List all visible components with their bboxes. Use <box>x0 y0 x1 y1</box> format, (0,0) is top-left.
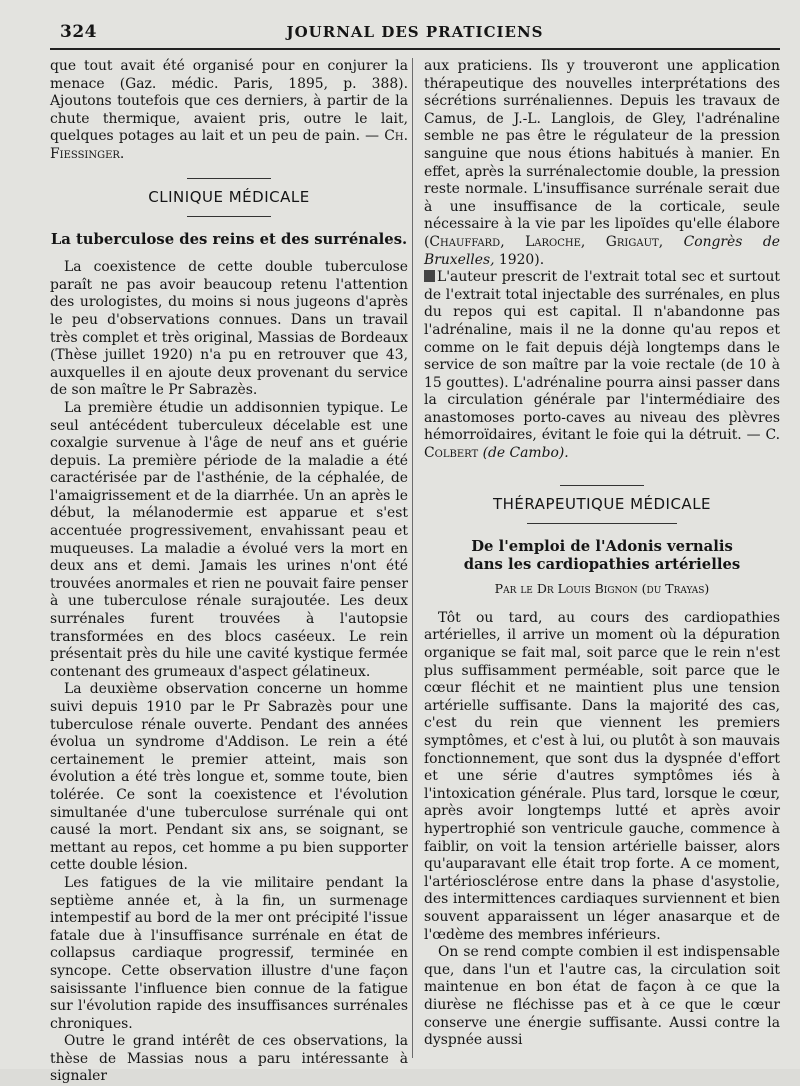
therapeutique-section-header <box>424 485 780 525</box>
citation-authors: Chauffard, Laroche, Grigaut, <box>429 233 664 250</box>
running-title: JOURNAL DES PRATICIENS <box>286 23 544 41</box>
right-paragraph-3: Tôt ou tard, au cours des cardiopathies artérielles, il arrive un moment où la dépuration organique se fait mal, soit parce que le rein n'est plus suffisamment perméable, soit parce que le cœur fléchit et ne maintient plus une tension artérielle suffisante. Dans la majorité des cas, c'est du rein que viennent les premiers symptômes, et c'est à lui, ou plutôt à son mauvais fonctionnement, que sont dus la dyspnée d'effort et une série d'autres symptômes iés à l'intoxication générale. Plus tard, lorsque le cœur, après avoir longtemps lutté et après avoir hypertrophié son ventricule gauche, commence à faiblir, on voit la tension artérielle baisser, alors qu'auparavant elle était trop forte. A ce moment, l'artériosclérose entre dans la phase d'asystolie, des intermittences cardiaques surviennent et bien souvent apparaissent un léger anasarque et de l'œdème des membres inférieurs. <box>424 609 780 943</box>
continued-text: aux praticiens. Ils y trouveront une application thérapeutique des nouvelles interprétations des sécrétions surrénaliennes. Depuis les travaux de Camus, de J.-L. Langlois, de Gley, l'adrénaline semble ne pas être le régulateur de la pression sanguine que nous étions habitués à manier. En effet, après la surrénalectomie double, la pression reste normale. L'insuffisance surrénale serait due à une insuffisance de la corticale, seule nécessaire à la vie par les lipoïdes qu'elle élabore ( <box>424 58 780 250</box>
right-paragraph-2 <box>424 269 780 463</box>
article-byline: Par le Dr Louis Bignon (du Trayas) <box>494 581 710 597</box>
signature-name: C. Colbert <box>424 427 780 462</box>
page-number: 324 <box>60 22 97 42</box>
right-paragraph-2-text: L'auteur prescrit de l'extrait total sec et surtout de l'extrait total injectable des surrénales, en plus du repos qui est capital. Il n'abandonne pas l'adrénaline, mais il ne la donne qu'au repos et comme on le fait depuis déjà longtemps dans le service de son maître par la voie rectale (de 10 à 15 gouttes). L'adrénaline pourra ainsi passer dans la circulation générale par l'intermédiaire des anastomoses porto-caves au niveau des plèvres hémorroïdaires, évitant le foie qui la détruit. — <box>424 269 780 444</box>
page-header <box>50 20 780 44</box>
article-title-adonis-line-1: De l'emploi de l'Adonis vernalis <box>471 538 733 556</box>
right-paragraph-continued <box>424 58 780 269</box>
left-paragraph-4: Les fatigues de la vie militaire pendant la septième année et, à la fin, un surmenage intempestif au bord de la mer ont précipité l'issue fatale due à l'insuffisance surrénale en état de collapsus cardiaque progressif, terminée en syncope. Cette observation illustre d'une façon saisissante l'influence bien connue de la fatigue sur l'évolution rapide des insuffisances surrénales chroniques. <box>50 874 408 1032</box>
paragraph-mark-icon <box>424 270 435 282</box>
article-title-tuberculose: La tuberculose des reins et des surrénales. <box>50 231 408 249</box>
header-rule <box>50 48 780 50</box>
left-paragraph-1: La coexistence de cette double tuberculose paraît ne pas avoir beaucoup retenu l'attention des urologistes, du moins si nous jugeons d'après le peu d'observations connues. Dans un travail très complet et très original, Massias de Bordeaux (Thèse juillet 1920) n'a pu en retrouver que 43, auxquelles il en ajoute deux provenant du service de son maître le Pr Sabrazès. <box>50 259 408 399</box>
left-paragraph-3: La deuxième observation concerne un homme suivi depuis 1910 par le Pr Sabrazès pour une tuberculose rénale ouverte. Pendant des années évolua un syndrome d'Addison. Le rein a été certainement le premier atteint, mais son évolution a été très longue et, somme toute, bien tolérée. Ce sont la coexistence et l'évolution simultanée d'une tuberculose surrénale qui ont causé la mort. Pendant six ans, se soignant, se mettant au repos, cet homme a pu bien supporter cette double lésion. <box>50 681 408 874</box>
article-title-adonis-line-2: dans les cardiopathies artérielles <box>463 556 741 574</box>
left-paragraph-5: Outre le grand intérêt de ces observations, la thèse de Massias nous a paru intéressante à signaler <box>50 1033 408 1085</box>
intro-author: Ch. Fiessinger. <box>50 128 408 162</box>
right-paragraph-4: On se rend compte combien il est indispensable que, dans l'un et l'autre cas, la circulation soit maintenue en bon état de façon à ce que la diurèse ne fléchisse pas et à ce que le cœur conserve une énergie suffisante. Aussi contre la dyspnée aussi <box>424 944 780 1049</box>
right-column <box>424 58 780 1050</box>
section-rule-top <box>187 178 271 179</box>
left-column <box>50 58 408 1086</box>
intro-paragraph <box>50 58 408 164</box>
section-heading-clinique: CLINIQUE MÉDICALE <box>148 187 310 206</box>
signature-place: (de Cambo). <box>482 445 569 462</box>
column-divider <box>412 58 413 1058</box>
intro-text: que tout avait été organisé pour en conjurer la menace (Gaz. médic. Paris, 1895, p. 388). Ajoutons toutefois que ces derniers, à partir de la chute thermique, avaient pris, outre le lait, quelques potages au lait et un peu de pain. — <box>50 58 408 145</box>
left-paragraph-2: La première étudie un addisonnien typique. Le seul antécédent tuberculeux décelable est une coxalgie survenue à l'âge de neuf ans et guérie depuis. La première période de la maladie a été caractérisée par de l'asthénie, de la céphalée, de l'amaigrissement et de la diarrhée. Un an après le début, la mélanodermie est apparue et s'est accentuée progressivement, envahissant peau et muqueuses. La maladie a évolué vers la mort en deux ans et demi. Jamais les urines n'ont été trouvées anormales et rien ne pouvait faire penser à une tuberculose rénale surajoutée. Les deux surrénales furent trouvées à l'autopsie transformées en des blocs caséeux. Le rein présentait près du hile une cavité kystique fermée contenant des grumeaux d'aspect gélatineux. <box>50 399 408 680</box>
section-heading-therapeutique: THÉRAPEUTIQUE MÉDICALE <box>492 494 712 513</box>
section-rule-bottom <box>187 216 271 217</box>
section-rule-bottom-2 <box>527 523 677 524</box>
clinique-section-header <box>50 178 408 218</box>
citation-source: Congrès de Bruxelles, <box>424 233 780 268</box>
section-rule-top-2 <box>560 485 644 486</box>
citation-year: 1920). <box>498 251 545 268</box>
